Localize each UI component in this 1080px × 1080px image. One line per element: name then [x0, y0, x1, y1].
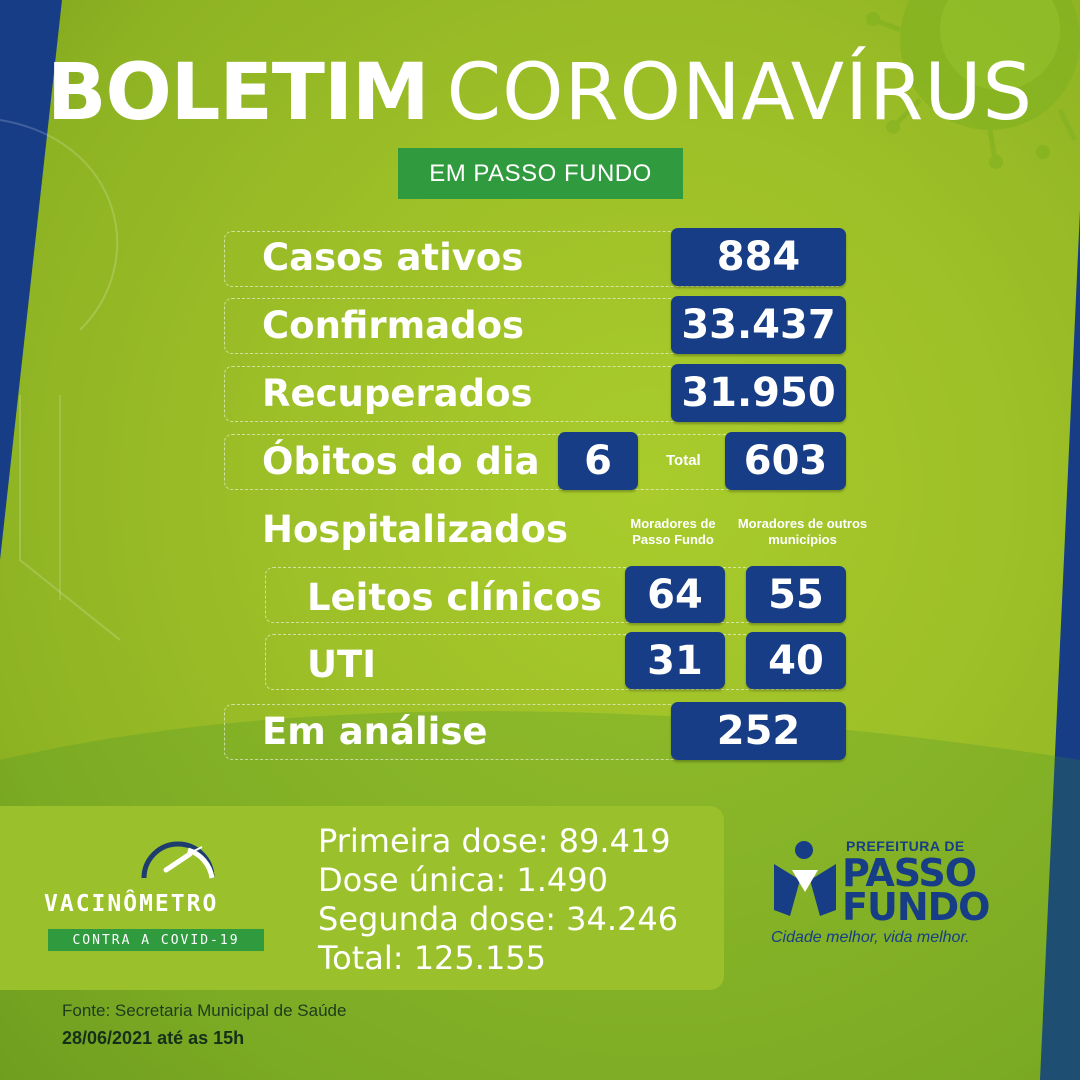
label-hospitalizados: Hospitalizados [262, 508, 569, 551]
page-title [0, 48, 1080, 138]
value-obitos-dia: 6 [558, 432, 638, 490]
value-obitos-total: 603 [725, 432, 846, 490]
brand-name [842, 851, 990, 929]
vacinometro-subtitle: CONTRA A COVID-19 [48, 929, 264, 951]
label-confirmados: Confirmados [262, 304, 525, 347]
title-bold: BOLETIM [47, 48, 429, 138]
value-uti-outros: 40 [746, 632, 846, 689]
label-casos-ativos: Casos ativos [262, 236, 524, 279]
vac-segunda-dose: Segunda dose: 34.246 [318, 900, 679, 938]
label-leitos-clinicos: Leitos clínicos [307, 576, 603, 619]
header-moradores-pf: Moradores de Passo Fundo [630, 516, 716, 547]
vac-dose-unica: Dose única: 1.490 [318, 861, 608, 899]
gauge-icon [138, 838, 218, 883]
value-em-analise: 252 [671, 702, 846, 760]
vac-primeira-dose: Primeira dose: 89.419 [318, 822, 671, 860]
value-leitos-pf: 64 [625, 566, 725, 623]
value-leitos-outros: 55 [746, 566, 846, 623]
brand-name-line1: PASSO [842, 851, 977, 895]
brand-top: PREFEITURA DE [846, 838, 965, 854]
brand-name-line2: FUNDO [842, 885, 990, 929]
value-recuperados: 31.950 [671, 364, 846, 422]
label-em-analise: Em análise [262, 710, 488, 753]
vac-total: Total: 125.155 [318, 939, 547, 977]
date-text: 28/06/2021 até as 15h [62, 1028, 245, 1048]
value-confirmados: 33.437 [671, 296, 846, 354]
header-moradores-outros: Moradores de outros municípios [737, 516, 868, 547]
title-light: CORONAVÍRUS [446, 48, 1033, 138]
location-badge: EM PASSO FUNDO [398, 148, 683, 199]
label-obitos: Óbitos do dia [262, 440, 540, 483]
value-casos-ativos: 884 [671, 228, 846, 286]
value-uti-pf: 31 [625, 632, 725, 689]
brand-tagline: Cidade melhor, vida melhor. [771, 929, 970, 946]
label-obitos-total: Total [666, 452, 701, 469]
prefeitura-logo-icon [770, 840, 840, 920]
source-text: Fonte: Secretaria Municipal de Saúde [62, 1001, 347, 1020]
vacinometro-title: VACINÔMETRO [44, 891, 219, 917]
label-recuperados: Recuperados [262, 372, 533, 415]
label-uti: UTI [307, 643, 377, 686]
